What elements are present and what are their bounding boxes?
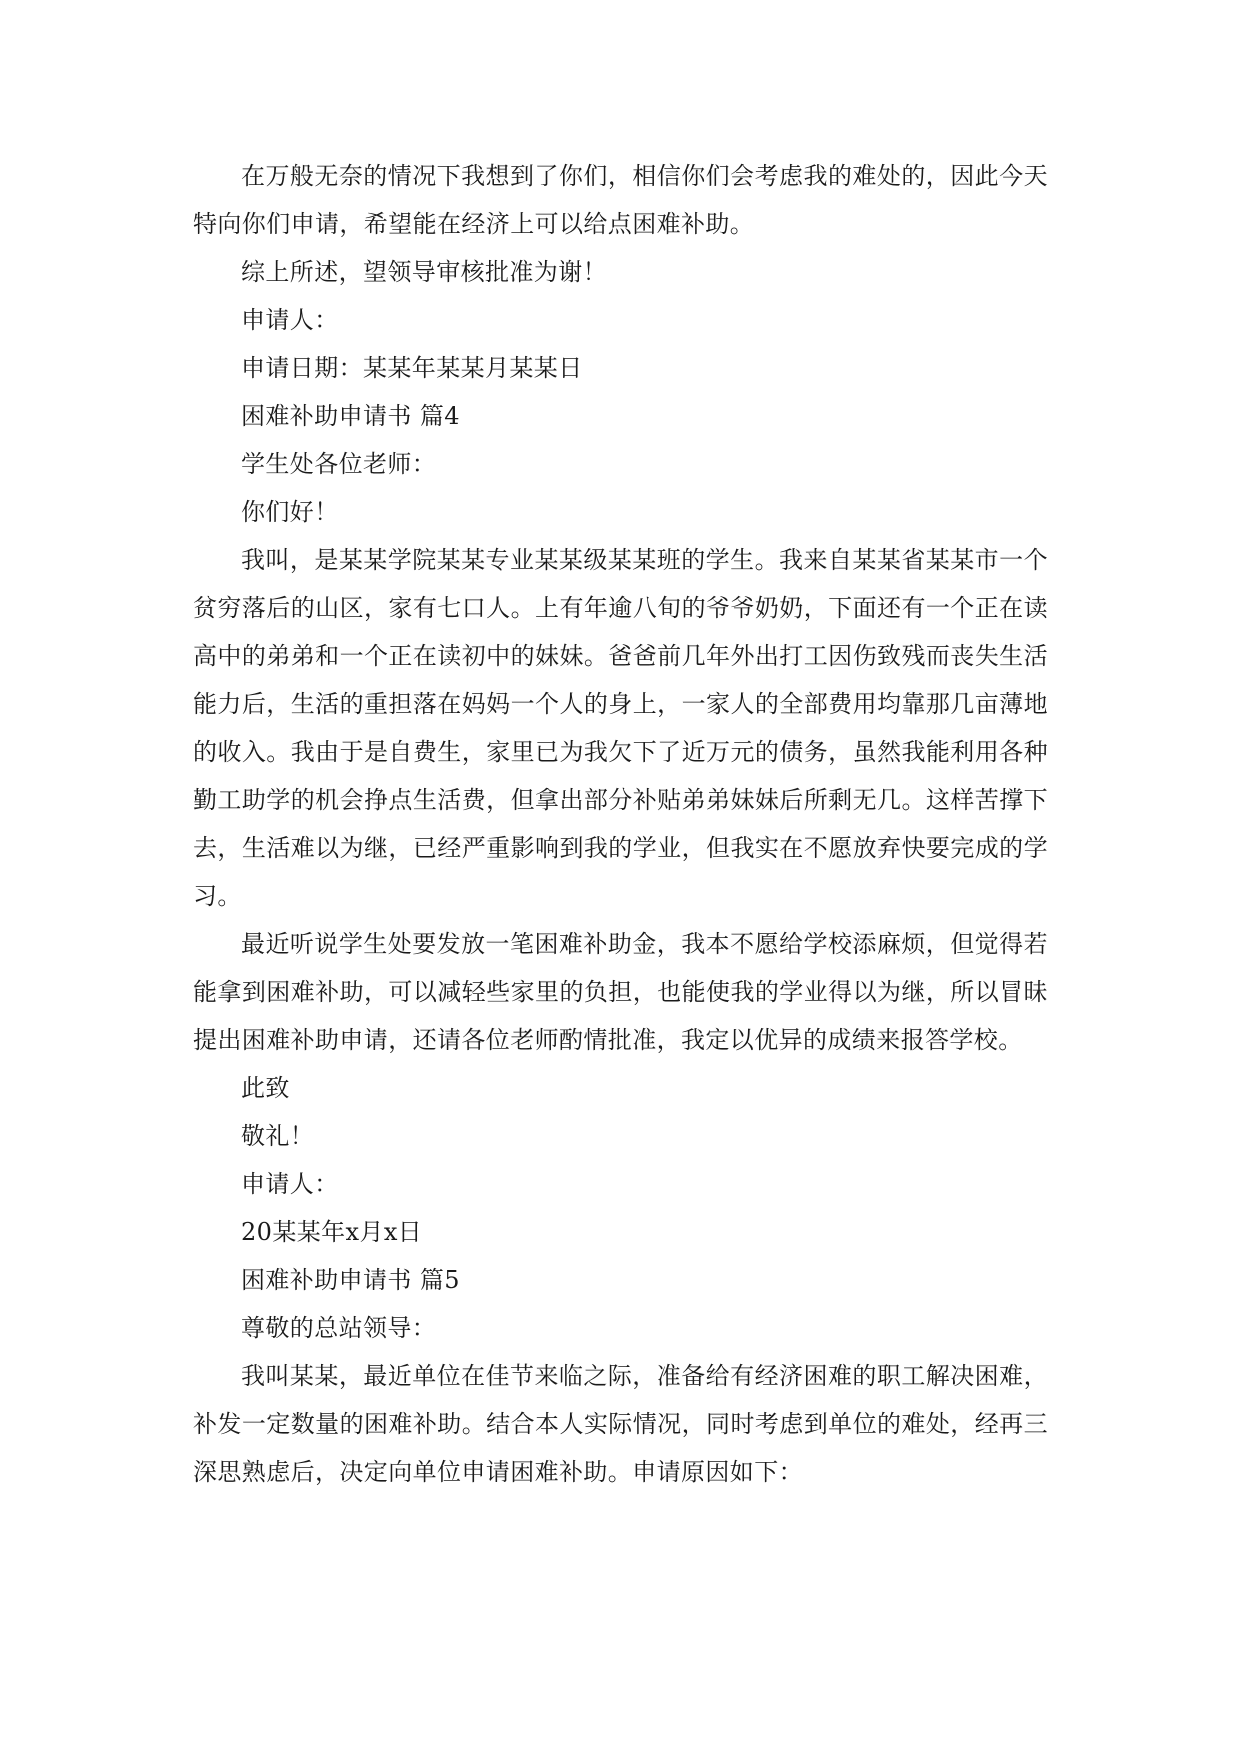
paragraph-date-2: 20某某年x月x日 bbox=[241, 1218, 423, 1246]
paragraph-request: 最近听说学生处要发放一笔困难补助金，我本不愿给学校添麻烦，但觉得若能拿到困难补助，可以减轻些家里的负担，也能使我的学业得以为继，所以冒昧提出困难补助申请，还请各位老师酌情批准，我定以优异的成绩来报答学校。 bbox=[193, 930, 1048, 1054]
paragraph-closing-1: 此致 bbox=[241, 1074, 290, 1102]
paragraph-background: 我叫，是某某学院某某专业某某级某某班的学生。我来自某某省某某市一个贫穷落后的山区，家有七口人。上有年逾八旬的爷爷奶奶，下面还有一个正在读高中的弟弟和一个正在读初中的妹妹。爸爸前几年外出打工因伤致残而丧失生活能力后，生活的重担落在妈妈一个人的身上，一家人的全部费用均靠那几亩薄地的收入。我由于是自费生，家里已为我欠下了近万元的债务，虽然我能利用各种勤工助学的机会挣点生活费，但拿出部分补贴弟弟妹妹后所剩无几。这样苦撑下去，生活难以为继，已经严重影响到我的学业，但我实在不愿放弃快要完成的学习。 bbox=[193, 546, 1048, 910]
section-title-5: 困难补助申请书 篇5 bbox=[241, 1266, 460, 1294]
paragraph-applicant: 申请人： bbox=[241, 306, 339, 334]
paragraph-salutation-2: 尊敬的总站领导： bbox=[241, 1314, 437, 1342]
paragraph-closing-2: 敬礼！ bbox=[241, 1122, 315, 1150]
paragraph-greeting: 你们好！ bbox=[241, 498, 339, 526]
paragraph-summary: 综上所述，望领导审核批准为谢！ bbox=[241, 258, 607, 286]
document-body bbox=[193, 152, 1048, 1496]
paragraph-reason: 我叫某某，最近单位在佳节来临之际，准备给有经济困难的职工解决困难，补发一定数量的困难补助。结合本人实际情况，同时考虑到单位的难处，经再三深思熟虑后，决定向单位申请困难补助。申请原因如下： bbox=[193, 1362, 1048, 1486]
section-title-4: 困难补助申请书 篇4 bbox=[241, 402, 460, 430]
paragraph-application-date: 申请日期：某某年某某月某某日 bbox=[241, 354, 583, 382]
paragraph-hardship-request: 在万般无奈的情况下我想到了你们，相信你们会考虑我的难处的，因此今天特向你们申请，希望能在经济上可以给点困难补助。 bbox=[193, 162, 1048, 238]
paragraph-applicant-2: 申请人： bbox=[241, 1170, 339, 1198]
paragraph-salutation: 学生处各位老师： bbox=[241, 450, 437, 478]
